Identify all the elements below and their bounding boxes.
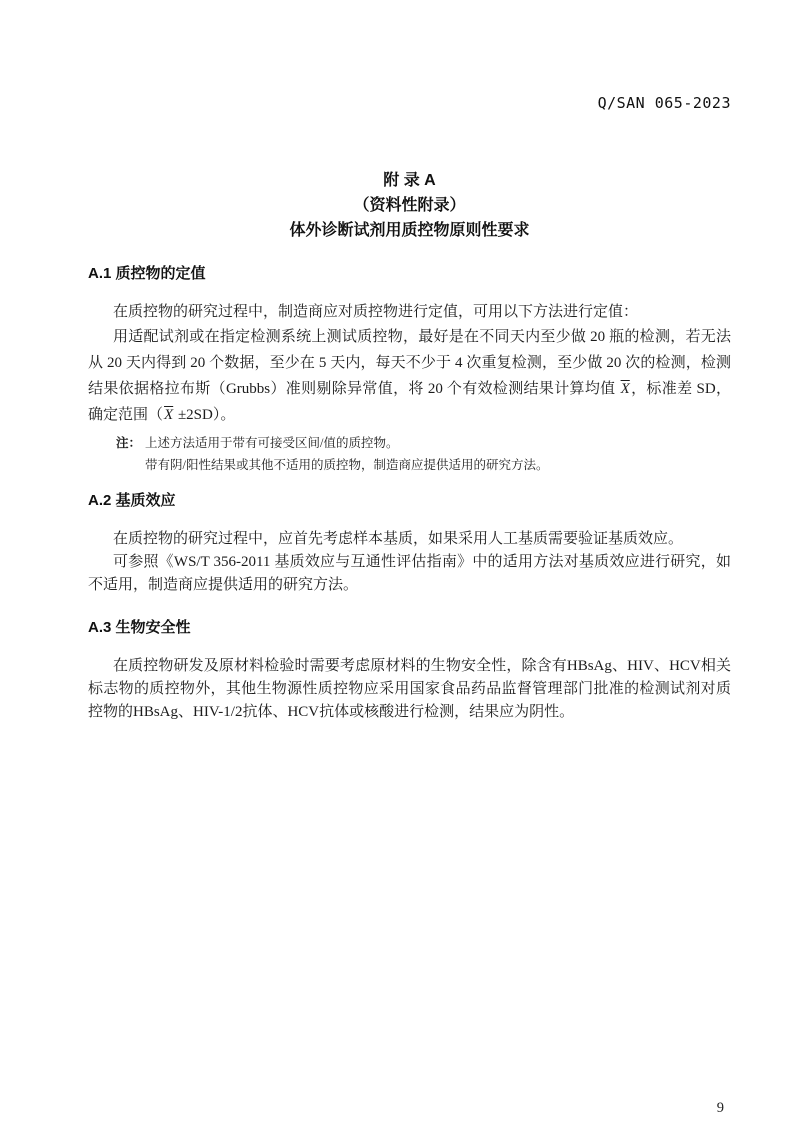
mean-xbar-symbol: $\overline{X}$ — [620, 381, 630, 397]
note-label: 注： — [116, 436, 142, 450]
note-lines — [145, 432, 731, 476]
note-line-2: 带有阴/阳性结果或其他不适用的质控物，制造商应提供适用的研究方法。 — [145, 458, 549, 472]
section-a1 — [88, 265, 731, 476]
appendix-subject: 体外诊断试剂用质控物原则性要求 — [289, 222, 530, 239]
paragraph-a1-2 — [88, 324, 731, 428]
paragraph-text: ±2SD）。 — [174, 407, 236, 423]
section-heading-a2: A.2 基质效应 — [88, 492, 176, 509]
document-code: Q/SAN 065-2023 — [597, 94, 731, 112]
note-block — [116, 432, 731, 476]
paragraph-a2-1: 在质控物的研究过程中，应首先考虑样本基质，如果采用人工基质需要验证基质效应。 — [113, 531, 684, 547]
appendix-title-block — [88, 168, 731, 243]
section-a3 — [88, 619, 731, 724]
appendix-label: 附 录 A — [383, 172, 436, 189]
paragraph-a2-2: 可参照《WS/T 356-2011 基质效应与互通性评估指南》中的适用方法对基质效应进行研究，如不适用，制造商应提供适用的研究方法。 — [88, 554, 731, 593]
paragraph-a3-1: 在质控物研发及原材料检验时需要考虑原材料的生物安全性，除含有HBsAg、HIV、HCV相关标志物的质控物外，其他生物源性质控物应采用国家食品药品监督管理部门批准的检测试剂对质控物的HBsAg、HIV-1/2抗体、HCV抗体或核酸进行检测，结果应为阴性。 — [88, 658, 731, 720]
appendix-type: （资料性附录） — [353, 197, 466, 214]
range-xbar-symbol: $\overline{X}$ — [164, 407, 174, 423]
paragraph-a1-1: 在质控物的研究过程中，制造商应对质控物进行定值，可用以下方法进行定值： — [113, 304, 639, 320]
paragraph-text: ，标准差 SD，确定范围（ — [88, 381, 731, 423]
section-heading-a3: A.3 生物安全性 — [88, 619, 191, 636]
section-a2 — [88, 492, 731, 597]
paragraph-text: 用适配试剂或在指定检测系统上测试质控物，最好是在不同天内至少做 20 瓶的检测，若无法从 20 天内得到 20 个数据，至少在 5 天内，每天不少于 4 次重复检测，至少做 20 次的检测，检测结果依据格拉布斯（Grubbs）准则剔除异常值，将 20 个有效检测结果计算均值 — [88, 329, 731, 397]
section-heading-a1: A.1 质控物的定值 — [88, 265, 206, 282]
page-number: 9 — [716, 1100, 724, 1116]
note-line-1: 上述方法适用于带有可接受区间/值的质控物。 — [145, 436, 399, 450]
